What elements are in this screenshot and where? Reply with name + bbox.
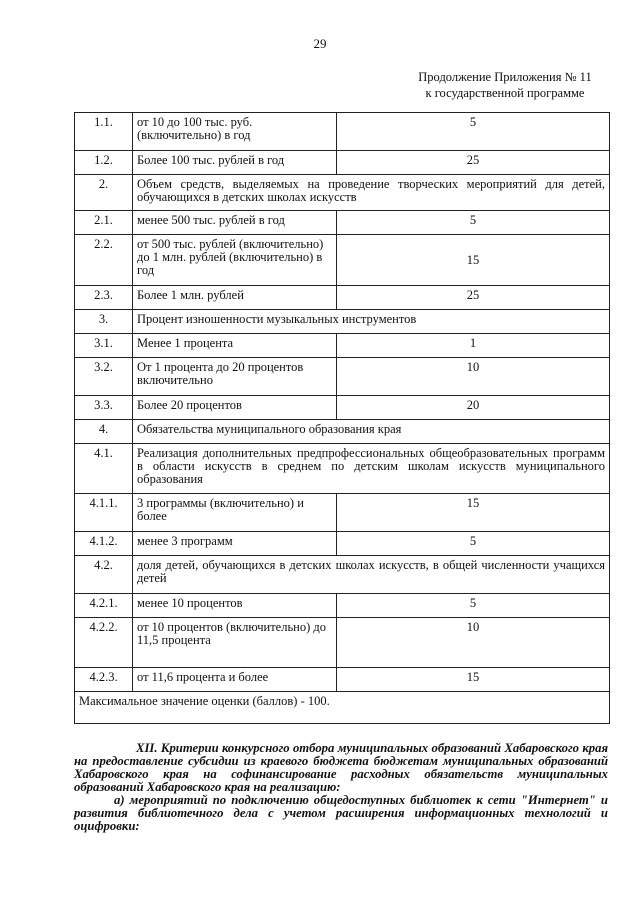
row-criterion: от 500 тыс. рублей (включительно) до 1 млн. рублей (включительно) в год [133,235,337,286]
row-score: 5 [337,532,610,556]
page-number: 29 [313,36,327,51]
table-row [75,396,610,420]
table-row [75,151,610,175]
row-number: 4. [75,420,133,444]
row-criterion: Более 20 процентов [133,396,337,420]
row-criterion: менее 500 тыс. рублей в год [133,211,337,235]
row-criterion: Обязательства муниципального образования края [133,420,610,444]
row-number: 4.1. [75,444,133,494]
row-number: 2.3. [75,286,133,310]
row-criterion: доля детей, обучающихся в детских школах искусств, в общей численности учащихся детей [133,556,610,594]
row-criterion: Объем средств, выделяемых на проведение творческих мероприятий для детей, обучающихся в детских школах искусств [133,175,610,211]
table-row [75,594,610,618]
row-criterion: 3 программы (включительно) и более [133,494,337,532]
row-score: 1 [337,334,610,358]
appendix-line-1: Продолжение Приложения № 11 [418,70,592,84]
row-number: 3.2. [75,358,133,396]
table-row [75,175,610,211]
row-criterion: Менее 1 процента [133,334,337,358]
table-row [75,334,610,358]
row-criterion: Более 1 млн. рублей [133,286,337,310]
row-score: 15 [337,235,610,286]
row-score: 10 [337,618,610,668]
table-row [75,286,610,310]
row-number: 4.1.2. [75,532,133,556]
row-score: 5 [337,113,610,151]
row-number: 2.2. [75,235,133,286]
appendix-caption [360,69,640,101]
max-score-total: Максимальное значение оценки (баллов) - 100. [75,692,610,724]
row-score: 25 [337,151,610,175]
row-number: 4.2.3. [75,668,133,692]
table-row [75,618,610,668]
row-score: 20 [337,396,610,420]
row-number: 3.3. [75,396,133,420]
table-row [75,211,610,235]
row-number: 2.1. [75,211,133,235]
row-number: 4.2. [75,556,133,594]
row-criterion: от 10 до 100 тыс. руб. (включительно) в год [133,113,337,151]
row-number: 4.1.1. [75,494,133,532]
table-row [75,444,610,494]
row-score: 15 [337,494,610,532]
appendix-line-2: к государственной программе [425,86,585,100]
table-row [75,310,610,334]
criteria-table [74,112,610,724]
table-row [75,113,610,151]
row-number: 1.1. [75,113,133,151]
row-score: 5 [337,211,610,235]
row-criterion: Более 100 тыс. рублей в год [133,151,337,175]
table-row [75,556,610,594]
row-number: 2. [75,175,133,211]
row-criterion: от 11,6 процента и более [133,668,337,692]
table-row [75,532,610,556]
row-criterion: от 10 процентов (включительно) до 11,5 процента [133,618,337,668]
row-criterion: менее 10 процентов [133,594,337,618]
table-row [75,358,610,396]
row-number: 1.2. [75,151,133,175]
row-number: 4.2.1. [75,594,133,618]
row-score: 15 [337,668,610,692]
section-xii [74,742,608,833]
row-score: 25 [337,286,610,310]
table-row [75,494,610,532]
table-row [75,420,610,444]
row-criterion: Реализация дополнительных предпрофессиональных общеобразовательных программ в области искусств в среднем по детским школам искусств муниципального образования [133,444,610,494]
row-criterion: Процент изношенности музыкальных инструментов [133,310,610,334]
row-number: 4.2.2. [75,618,133,668]
row-number: 3. [75,310,133,334]
row-criterion: менее 3 программ [133,532,337,556]
row-score: 5 [337,594,610,618]
total-row [75,692,610,724]
section-heading: XII. Критерии конкурсного отбора муниципальных образований Хабаровского края на предоставление субсидии из краевого бюджета бюджетам муниципальных образований Хабаровского края на софинансирование расходных обязательств муниципальных образований Хабаровского края на реализацию: [74,741,608,794]
row-criterion: От 1 процента до 20 процентов включительно [133,358,337,396]
section-subheading: а) мероприятий по подключению общедоступных библиотек к сети "Интернет" и развития библиотечного дела с учетом расширения информационных технологий и оцифровки: [74,793,608,833]
row-number: 3.1. [75,334,133,358]
row-score: 10 [337,358,610,396]
table-row [75,668,610,692]
table-row [75,235,610,286]
